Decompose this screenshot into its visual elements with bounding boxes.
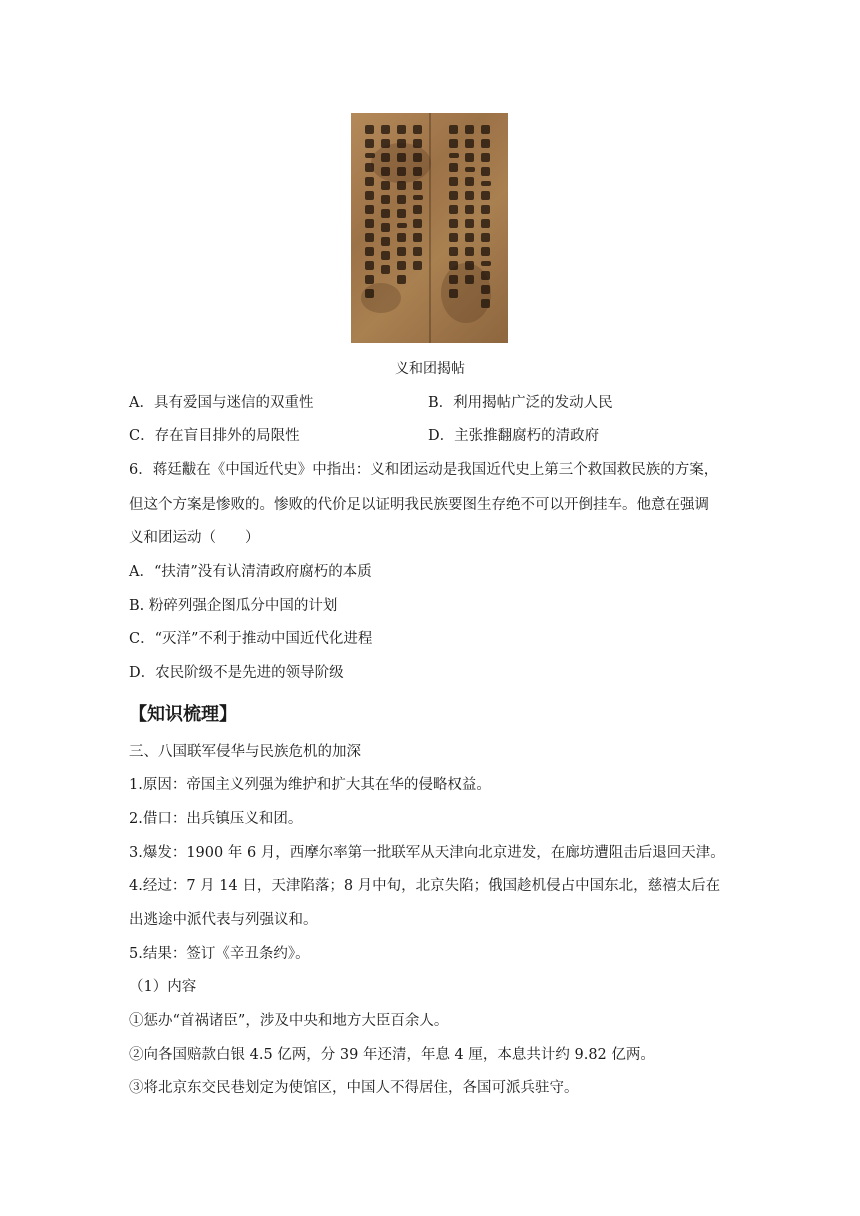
q5-option-a: A．具有爱国与迷信的双重性 [129,395,314,411]
knowledge-item-outbreak: 3.爆发：1900 年 6 月，西摩尔率第一批联军从天津向北京进发，在廊坊遭阻击后退回天津。 [129,845,725,861]
q6-stem-line-1: 6．蒋廷黻在《中国近代史》中指出：义和团运动是我国近代史上第三个救国救民族的方案， [129,462,719,478]
q5-option-d: D．主张推翻腐朽的清政府 [428,428,600,444]
knowledge-item-process-line-2: 出逃途中派代表与列强议和。 [129,912,318,928]
q6-stem-line-3: 义和团运动（ ） [129,530,260,546]
figure-caption: 义和团揭帖 [395,361,465,377]
knowledge-item-process-line-1: 4.经过：7 月 14 日，天津陷落；8 月中旬，北京失陷；俄国趁机侵占中国东北，慈禧太后在 [129,878,721,894]
knowledge-title: 三、八国联军侵华与民族危机的加深 [129,744,361,760]
knowledge-item-cause: 1.原因：帝国主义列强为维护和扩大其在华的侵略权益。 [129,777,491,793]
q6-stem-line-2: 但这个方案是惨败的。惨败的代价足以证明我民族要图生存绝不可以开倒挂车。他意在强调 [129,497,709,513]
knowledge-subheading-content: （1）内容 [129,979,197,995]
section-heading: 【知识梳理】 [129,704,237,725]
q6-option-c: C．“灭洋”不利于推动中国近代化进程 [129,631,373,647]
q6-option-d: D．农民阶级不是先进的领导阶级 [129,665,344,681]
q6-option-b: B. 粉碎列强企图瓜分中国的计划 [129,598,338,614]
boxer-placard-image [351,113,508,343]
q6-option-a: A．“扶清”没有认清清政府腐朽的本质 [129,564,372,580]
treaty-content-3: ③将北京东交民巷划定为使馆区，中国人不得居住，各国可派兵驻守。 [129,1080,579,1096]
q5-option-c: C．存在盲目排外的局限性 [129,428,300,444]
knowledge-item-pretext: 2.借口：出兵镇压义和团。 [129,811,303,827]
treaty-content-2: ②向各国赔款白银 4.5 亿两，分 39 年还清，年息 4 厘，本息共计约 9.82 亿两。 [129,1047,655,1063]
treaty-content-1: ①惩办“首祸诸臣”，涉及中央和地方大臣百余人。 [129,1013,449,1029]
q5-option-b: B．利用揭帖广泛的发动人民 [428,395,613,411]
knowledge-item-result: 5.结果：签订《辛丑条约》。 [129,946,310,962]
